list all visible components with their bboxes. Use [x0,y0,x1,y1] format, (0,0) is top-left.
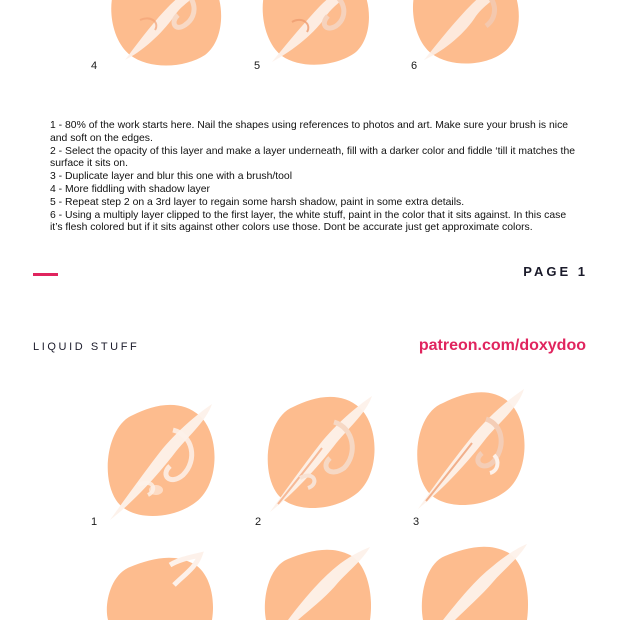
liquid-example-bottom-2 [258,545,378,620]
liquid-example-6 [400,0,530,75]
step-label-1: 1 [91,516,98,528]
instruction-3: 3 - Duplicate layer and blur this one with a brush/tool [50,171,293,183]
liquid-example-4 [100,0,230,75]
liquid-example-2 [258,392,383,517]
step-label-6: 6 [411,60,418,72]
liquid-example-3 [408,385,533,515]
instruction-2: 2 - Select the opacity of this layer and make a layer underneath, fill with a darker color and fiddle ‘till it matches the surface it sits on. [50,145,575,170]
step-label-2: 2 [255,516,262,528]
page-number: PAGE 1 [523,264,588,279]
section-title: LIQUID STUFF [33,341,140,353]
instruction-1: 1 - 80% of the work starts here. Nail the shapes using references to photos and art. Make sure your brush is nice and soft on the edges. [50,120,569,144]
instruction-6: 6 - Using a multiply layer clipped to the first layer, the white stuff, paint in the color that it sits against. In this case it’s flesh colored but if it sits against other colors use those. Dont be accurate just get approximate colors. [50,209,567,234]
liquid-example-bottom-3 [415,540,535,620]
patreon-link[interactable]: patreon.com/doxydoo [418,337,586,354]
liquid-example-5 [250,0,380,75]
step-label-3: 3 [413,516,420,528]
instruction-4: 4 - More fiddling with shadow layer [50,183,210,195]
liquid-example-bottom-1 [100,555,220,620]
accent-divider [33,273,58,276]
instructions-text [50,120,580,235]
instruction-5: 5 - Repeat step 2 on a 3rd layer to regain some harsh shadow, paint in some extra details. [50,196,465,208]
step-label-5: 5 [254,60,261,72]
step-label-4: 4 [91,60,98,72]
liquid-example-1 [98,400,223,525]
